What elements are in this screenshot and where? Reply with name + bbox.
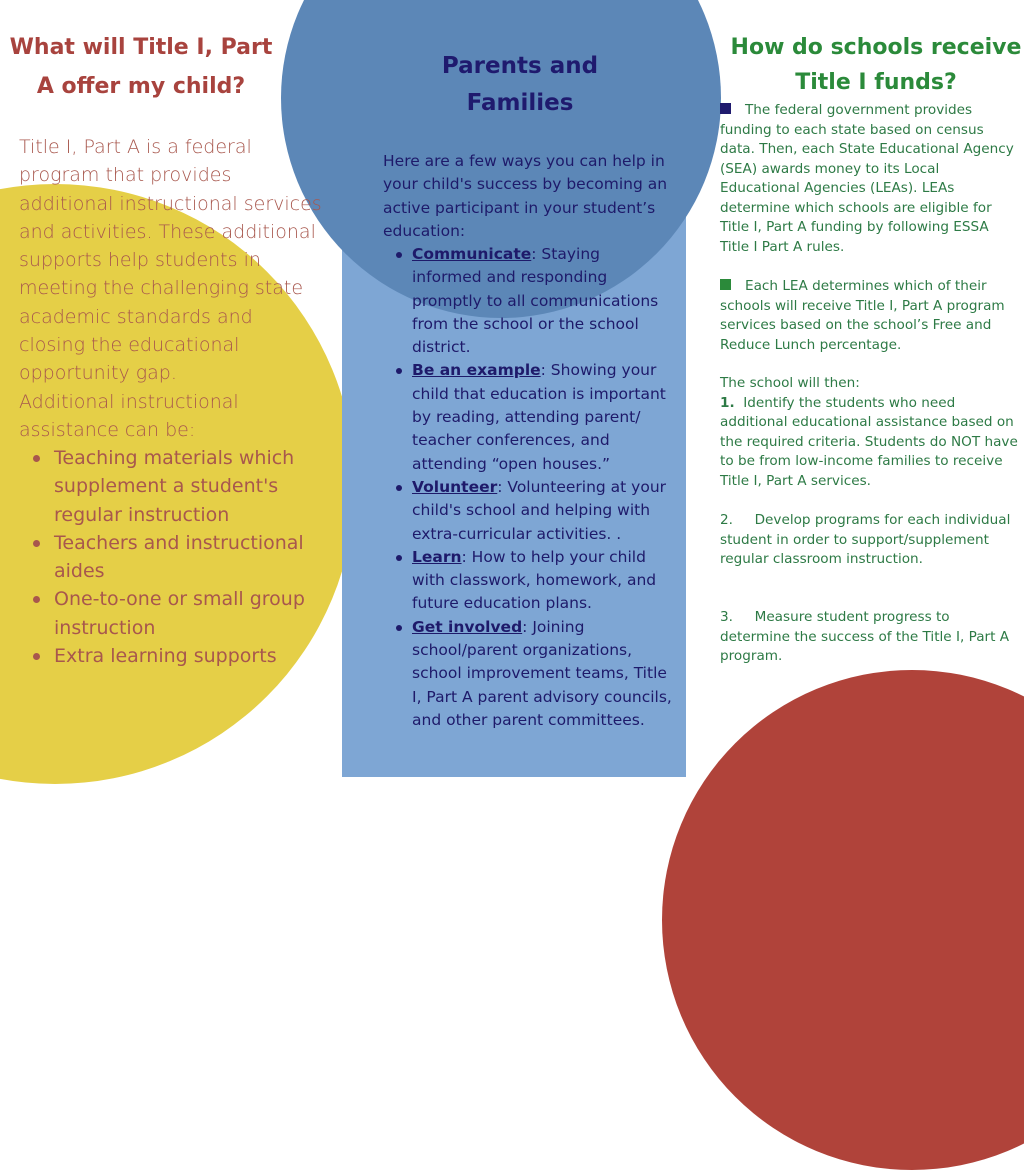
funding-paragraph-2 <box>720 277 1018 355</box>
list-item <box>412 546 674 616</box>
list-item-term: Be an example <box>412 361 541 380</box>
funding-paragraph-1-text: The federal government provides funding to each state based on census data. Then, each State Educational Agency (SEA) awards money to its Local Educational Agencies (LEAs). LEAs determine which schools are eligible for Title I, Part A funding by following ESSA Title I Part A rules. <box>720 102 1014 255</box>
school-step-2 <box>720 511 1018 570</box>
list-item <box>412 616 674 732</box>
left-column-intro <box>19 133 324 444</box>
red-circle-background <box>662 670 1024 1170</box>
assistance-heading: Additional instructional assistance can be: <box>19 390 239 441</box>
list-item-text: : Showing your child that education is important by reading, attending parent/ teacher conferences, and attending “open houses.” <box>412 361 666 473</box>
step-text: Identify the students who need additional educational assistance based on the required criteria. Students do NOT have to be from low-income families to receive Title I, Part A services. <box>720 394 1018 489</box>
list-item-term: Communicate <box>412 245 532 263</box>
list-item-text: : Staying informed and responding promptly to all communications from the school or the school district. <box>412 245 659 357</box>
participation-list <box>412 243 674 732</box>
right-column-title: How do schools receive Title I funds? <box>730 35 1022 95</box>
list-item-text: : Joining school/parent organizations, school improvement teams, Title I, Part A parent advisory councils, and other parent committees. <box>412 617 672 729</box>
funding-paragraph-2-text: Each LEA determines which of their schools will receive Title I, Part A program services based on the school’s Free and Reduce Lunch percentage. <box>720 278 1005 353</box>
step-number: 3. <box>720 609 733 625</box>
step-number: 1. <box>720 394 735 411</box>
title-one-description: Title I, Part A is a federal program that provides additional instructional services and activities. These additional supports help students in meeting the challenging state academic standards and closing the educational opportunity gap. <box>19 136 322 385</box>
list-item-term: Volunteer <box>412 477 498 496</box>
list-item <box>412 476 674 546</box>
list-item <box>412 359 674 475</box>
middle-column-title: Parents and Families <box>441 53 599 116</box>
step-text: Measure student progress to determine the success of the Title I, Part A program. <box>720 609 1010 664</box>
step-text: Develop programs for each individual student in order to support/supplement regular classroom instruction. <box>720 512 1011 567</box>
list-item-text: : Volunteering at your child's school and helping with extra-curricular activities. . <box>412 477 667 543</box>
left-column-title: What will Title I, Part A offer my child? <box>9 35 273 99</box>
list-item: Teachers and instructional aides <box>54 529 319 586</box>
middle-column-intro: Here are a few ways you can help in your child's success by becoming an active participant in your student’s education: <box>383 152 668 240</box>
steps-heading: The school will then: <box>720 375 860 391</box>
list-item-term: Learn <box>412 547 462 566</box>
step-number: 2. <box>720 512 733 528</box>
list-item: Extra learning supports <box>54 642 319 670</box>
school-step-3 <box>720 608 1018 667</box>
assistance-list <box>19 444 319 670</box>
list-item-text: : How to help your child with classwork, homework, and future education plans. <box>412 547 657 613</box>
funding-paragraph-1 <box>720 101 1018 257</box>
square-bullet-icon <box>720 103 731 114</box>
list-item: One-to-one or small group instruction <box>54 585 319 642</box>
square-bullet-icon <box>720 279 731 290</box>
list-item <box>412 243 674 359</box>
list-item: Teaching materials which supplement a student's regular instruction <box>54 444 319 529</box>
list-item-term: Get involved <box>412 617 523 636</box>
school-steps <box>720 374 1018 491</box>
